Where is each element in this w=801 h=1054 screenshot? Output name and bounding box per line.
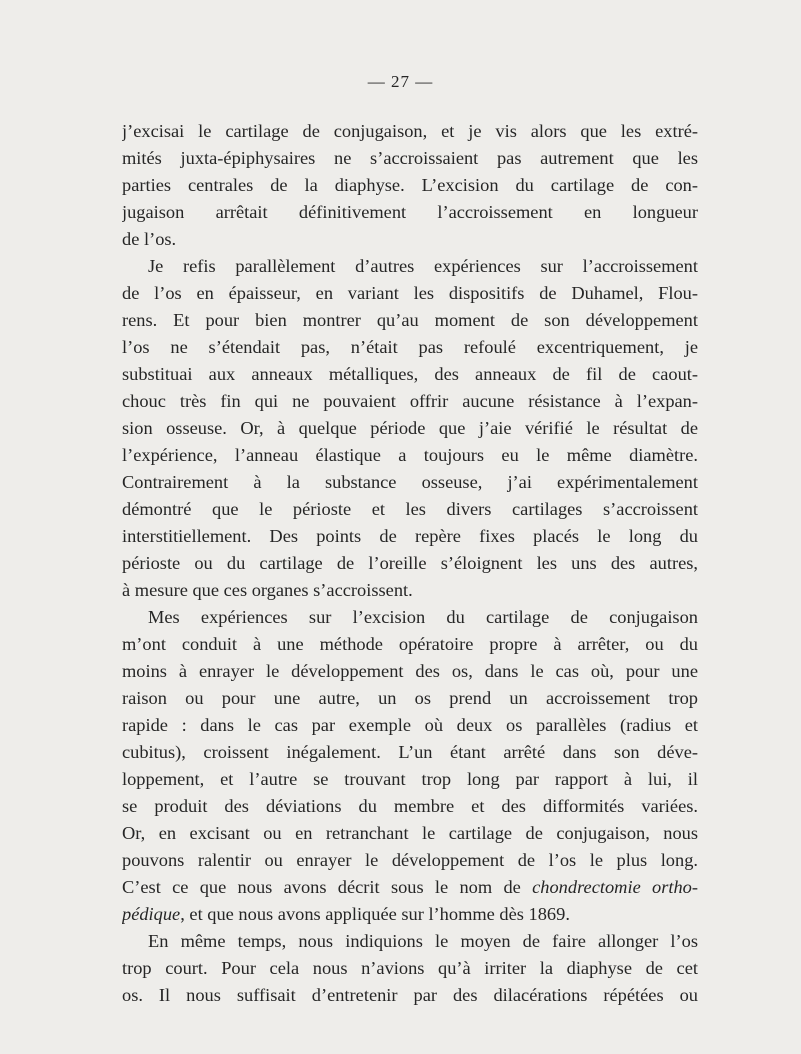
text-line: moins à enrayer le développement des os, dans le cas où, pour une	[122, 661, 698, 681]
text-line: à mesure que ces organes s’accroissent.	[122, 580, 413, 600]
text-line: chouc très fin qui ne pouvaient offrir aucune résistance à l’expan-	[122, 391, 698, 411]
text-run: C’est ce que nous avons décrit sous le nom de	[122, 877, 533, 897]
text-line: os. Il nous suffisait d’entretenir par des dilacérations répétées ou	[122, 985, 698, 1005]
text-line: trop court. Pour cela nous n’avions qu’à irriter la diaphyse de cet	[122, 958, 698, 978]
text-line: l’os ne s’étendait pas, n’était pas refoulé excentriquement, je	[122, 337, 698, 357]
paragraph-4	[122, 928, 698, 1009]
text-line: cubitus), croissent inégalement. L’un étant arrêté dans son déve-	[122, 742, 698, 762]
text-line: substituai aux anneaux métalliques, des anneaux de fil de caout-	[122, 364, 698, 384]
text-line: Or, en excisant ou en retranchant le cartilage de conjugaison, nous	[122, 823, 698, 843]
text-line: raison ou pour une autre, un os prend un accroissement trop	[122, 688, 698, 708]
paragraph-1	[122, 118, 698, 253]
text-line: mités juxta-épiphysaires ne s’accroissaient pas autrement que les	[122, 148, 698, 168]
text-line: jugaison arrêtait définitivement l’accroissement en longueur	[122, 202, 698, 222]
text-line: l’expérience, l’anneau élastique a toujours eu le même diamètre.	[122, 445, 698, 465]
text-line: Contrairement à la substance osseuse, j’ai expérimentalement	[122, 472, 698, 492]
text-line: En même temps, nous indiquions le moyen de faire allonger l’os	[148, 931, 698, 951]
body-text	[122, 118, 698, 1009]
text-line: m’ont conduit à une méthode opératoire propre à arrêter, ou du	[122, 634, 698, 654]
text-line: périoste ou du cartilage de l’oreille s’éloignent les uns des autres,	[122, 553, 698, 573]
paragraph-2	[122, 253, 698, 604]
italic-term: pédique	[122, 904, 181, 924]
text-line: rapide : dans le cas par exemple où deux os parallèles (radius et	[122, 715, 698, 735]
text-line: interstitiellement. Des points de repère fixes placés le long du	[122, 526, 698, 546]
text-line	[122, 901, 698, 928]
text-line: de l’os en épaisseur, en variant les dispositifs de Duhamel, Flou-	[122, 283, 698, 303]
text-line: Je refis parallèlement d’autres expériences sur l’accroissement	[148, 256, 698, 276]
text-line	[122, 874, 698, 901]
page-number: — 27 —	[367, 72, 434, 91]
text-line: parties centrales de la diaphyse. L’excision du cartilage de con-	[122, 175, 698, 195]
text-line: rens. Et pour bien montrer qu’au moment de son développement	[122, 310, 698, 330]
text-line: démontré que le périoste et les divers cartilages s’accroissent	[122, 499, 698, 519]
italic-term: chondrectomie ortho-	[532, 877, 698, 897]
text-line: se produit des déviations du membre et des difformités variées.	[122, 796, 698, 816]
text-run: , et que nous avons appliquée sur l’homme dès 1869.	[180, 904, 570, 924]
text-line: pouvons ralentir ou enrayer le développement de l’os le plus long.	[122, 850, 698, 870]
text-line: j’excisai le cartilage de conjugaison, et je vis alors que les extré-	[122, 121, 698, 141]
text-line: loppement, et l’autre se trouvant trop long par rapport à lui, il	[122, 769, 698, 789]
text-line: de l’os.	[122, 229, 177, 249]
text-line: sion osseuse. Or, à quelque période que j’aie vérifié le résultat de	[122, 418, 698, 438]
paragraph-3	[122, 604, 698, 928]
text-line: Mes expériences sur l’excision du cartilage de conjugaison	[148, 607, 698, 627]
